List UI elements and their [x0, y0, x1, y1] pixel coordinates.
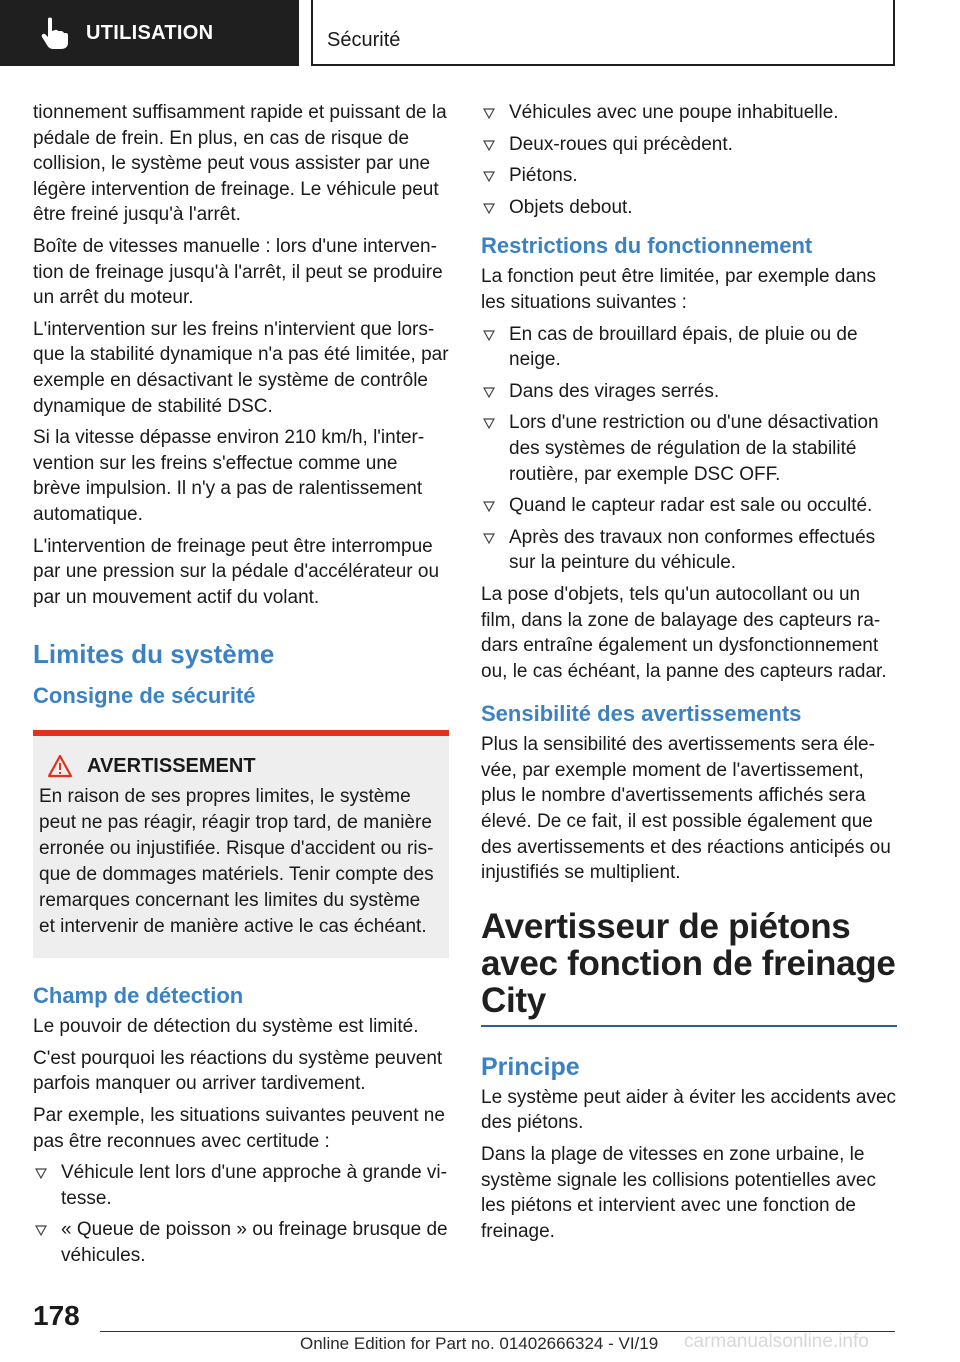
list-item	[481, 132, 897, 158]
list-item	[481, 195, 897, 221]
paragraph: Le système peut aider à éviter les accidents avec des piétons.	[481, 1086, 897, 1134]
list-item	[481, 100, 897, 126]
list-item-text: Piétons.	[509, 165, 578, 187]
hand-pointer-icon	[34, 13, 74, 53]
bullet-list	[481, 322, 897, 576]
paragraph: Plus la sensibilité des avertissements sera élevée, par exemple moment de l'avertissement, plus le nombre d'avertissements affichés sera élevé. De ce fait, il est possible également que des avertissements et des réactions anticipés ou injustifiés se multiplient.	[481, 734, 891, 884]
list-item	[481, 322, 897, 373]
subheading-safety: Consigne de sécurité	[33, 683, 256, 709]
warning-title-text: AVERTISSEMENT	[87, 754, 256, 777]
list-item-text: Dans des virages serrés.	[509, 380, 720, 402]
list-item	[481, 493, 897, 519]
left-column	[33, 100, 449, 1275]
list-item	[481, 163, 897, 189]
paragraph: La fonction peut être limitée, par exemple dans les situations suivantes :	[481, 266, 877, 313]
list-item-text: « Queue de poisson » ou freinage brusque de véhicules.	[61, 1219, 448, 1267]
section-heading-limits: Limites du système	[33, 639, 275, 670]
paragraph: Si la vitesse dépasse environ 210 km/h, l'intervention sur les freins s'effectue comme une brève impulsion. Il n'y a pas de ralentissement automatique.	[33, 427, 425, 525]
paragraph: Boîte de vitesses manuelle : lors d'une intervention de freinage jusqu'à l'arrêt, il peut se produire un arrêt du moteur.	[33, 235, 443, 309]
bullet-triangle-icon	[483, 108, 495, 119]
list-item-text: Véhicules avec une poupe inhabituelle.	[509, 102, 839, 123]
page-number: 178	[33, 1300, 80, 1331]
bullet-triangle-icon	[483, 140, 495, 151]
bullet-triangle-icon	[483, 533, 495, 544]
paragraph: Le pouvoir de détection du système est limité.	[33, 1016, 419, 1038]
list-item-text: Objets debout.	[509, 196, 633, 218]
subheading-detection: Champ de détection	[33, 983, 244, 1009]
paragraph: C'est pourquoi les réactions du système peuvent parfois manquer ou arriver tardivement.	[33, 1047, 443, 1095]
list-item-text: Deux-roues qui précèdent.	[509, 133, 733, 155]
bullet-list	[481, 100, 897, 220]
bullet-triangle-icon	[483, 330, 495, 341]
list-item-text: En cas de brouillard épais, de pluie ou de neige.	[509, 323, 858, 371]
paragraph: La pose d'objets, tels qu'un autocollant ou un film, dans la zone de balayage des capteurs radars entraîne également un dysfonctionnement ou, le cas échéant, la panne des capteurs radar.	[481, 583, 887, 682]
warning-triangle-icon	[47, 754, 73, 778]
right-column	[481, 100, 897, 1250]
subheading-sensitivity: Sensibilité des avertissements	[481, 701, 802, 727]
bullet-triangle-icon	[483, 387, 495, 398]
warning-box	[33, 730, 449, 958]
section-tab	[0, 0, 299, 66]
list-item-text: Quand le capteur radar est sale ou occulté.	[509, 495, 873, 517]
paragraph: Dans la plage de vitesses en zone urbaine, le système signale les collisions potentielles avec les piétons et intervient avec une fonction de freinage.	[481, 1144, 876, 1242]
paragraph: L'intervention sur les freins n'intervient que lorsque la stabilité dynamique n'a pas été limitée, par exemple en désactivant le système de contrôle dynamique de stabilité DSC.	[33, 318, 449, 417]
paragraph: tionnement suffisamment rapide et puissant de la pédale de frein. En plus, en cas de risque de collision, le système peut vous assister par une légère intervention de freinage. Le véhicule peut être freiné jusqu'à l'arrêt.	[33, 102, 447, 226]
list-item-text: Lors d'une restriction ou d'une désactivation des systèmes de régulation de la stabilité routière, par exemple DSC OFF.	[509, 412, 879, 485]
list-item-text: Après des travaux non conformes effectués sur la peinture du véhicule.	[509, 526, 876, 574]
bullet-triangle-icon	[483, 418, 495, 429]
paragraph: Par exemple, les situations suivantes peuvent ne pas être reconnues avec certitude :	[33, 1105, 445, 1152]
bullet-triangle-icon	[483, 203, 495, 214]
bullet-triangle-icon	[483, 501, 495, 512]
bullet-triangle-icon	[483, 171, 495, 182]
list-item	[33, 1217, 449, 1268]
watermark: carmanualsonline.info	[684, 1331, 869, 1352]
chapter-label: Sécurité	[327, 29, 401, 51]
bullet-list	[33, 1160, 449, 1268]
bullet-triangle-icon	[35, 1168, 47, 1179]
section-label: UTILISATION	[86, 21, 214, 44]
edition-text: Online Edition for Part no. 01402666324 - VI/19	[300, 1334, 659, 1353]
paragraph: L'intervention de freinage peut être interrompue par une pression sur la pédale d'accélérateur ou par un mouvement actif du volant.	[33, 535, 440, 608]
list-item	[33, 1160, 449, 1211]
page-header	[0, 0, 960, 66]
warning-text: En raison de ses propres limites, le système peut ne pas réagir, réagir trop tard, de manière erronée ou injustifiée. Risque d'accident ou risque de dommages matériels. Tenir compte des remarques concernant les limites du système et intervenir de manière active le cas échéant.	[39, 786, 434, 938]
list-item	[481, 410, 897, 487]
subheading-principle: Principe	[481, 1052, 580, 1081]
main-section-heading: Avertisseur de piétons avec fonction de freinage City	[481, 908, 897, 1027]
list-item	[481, 525, 897, 576]
list-item-text: Véhicule lent lors d'une approche à grande vitesse.	[61, 1162, 447, 1209]
subheading-restrictions: Restrictions du fonctionnement	[481, 233, 813, 259]
bullet-triangle-icon	[35, 1225, 47, 1236]
list-item	[481, 379, 897, 405]
chapter-tab	[311, 0, 895, 66]
warning-title	[39, 754, 441, 778]
